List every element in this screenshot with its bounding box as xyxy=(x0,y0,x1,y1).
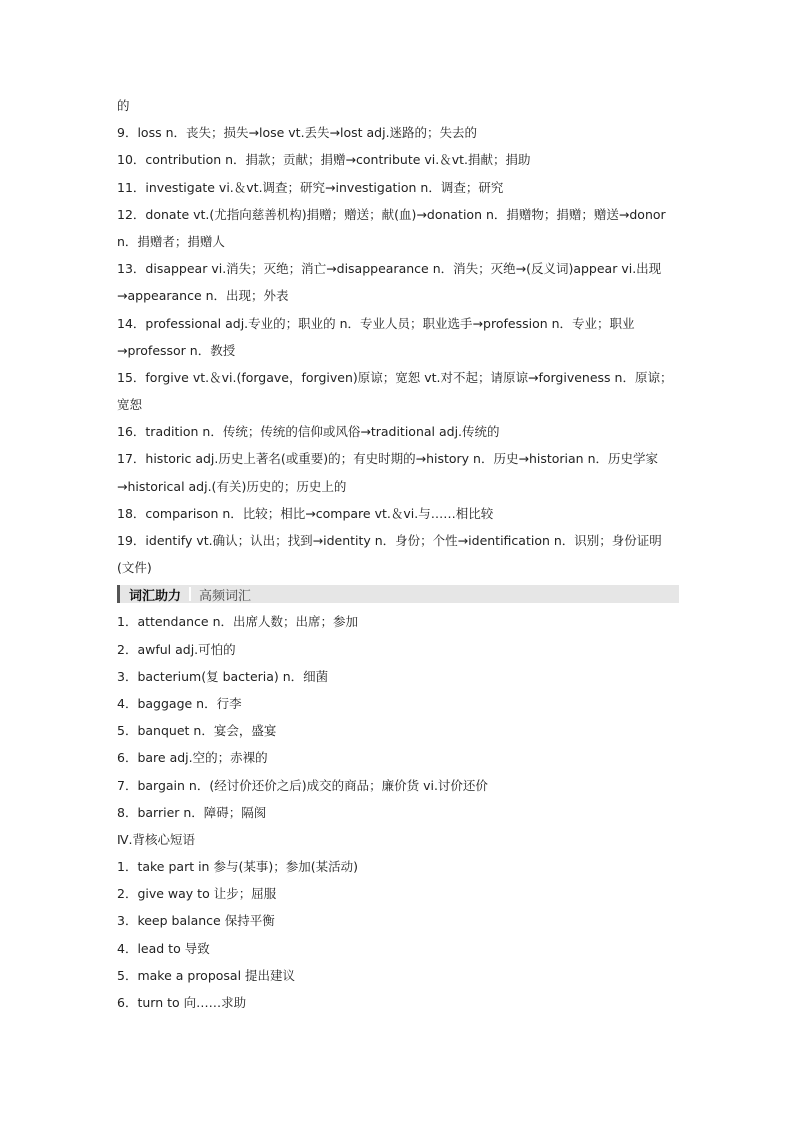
text-line: →professor n．教授 xyxy=(117,342,236,358)
high-frequency-list xyxy=(117,608,679,1016)
text-line: 5．banquet n．宴会，盛宴 xyxy=(117,723,277,739)
text-line: (文件) xyxy=(117,560,152,576)
text-line: 1．attendance n．出席人数；出席；参加 xyxy=(117,614,359,630)
section-banner xyxy=(117,585,679,603)
text-line: 8．barrier n．障碍；隔阂 xyxy=(117,804,267,820)
text-line: 的 xyxy=(117,98,130,113)
banner-divider xyxy=(189,587,191,601)
section-heading: Ⅳ.背核心短语 xyxy=(117,831,196,847)
banner-accent-bar xyxy=(117,585,120,603)
text-line: 5．make a proposal 提出建议 xyxy=(117,967,296,983)
text-line: 6．turn to 向……求助 xyxy=(117,995,247,1010)
text-line: 17．historic adj.历史上著名(或重要)的；有史时期的→history n．历史→historian n．历史学家 xyxy=(117,451,658,467)
text-line: n．捐赠者；捐赠人 xyxy=(117,233,225,249)
text-line: 13．disappear vi.消失；灭绝；消亡→disappearance n．消失；灭绝→(反义词)appear vi.出现 xyxy=(117,261,662,277)
text-line: 2．awful adj.可怕的 xyxy=(117,641,236,657)
page-content xyxy=(117,92,679,1016)
text-line: 1．take part in 参与(某事)；参加(某活动) xyxy=(117,859,358,875)
text-line: →historical adj.(有关)历史的；历史上的 xyxy=(117,478,347,494)
banner-subtitle: 高频词汇 xyxy=(199,588,252,604)
text-line: 2．give way to 让步；屈服 xyxy=(117,886,277,902)
text-line: 10．contribution n．捐款；贡献；捐赠→contribute vi.＆vt.捐献；捐助 xyxy=(117,152,531,168)
text-line: 4．baggage n．行李 xyxy=(117,695,242,711)
text-line: 18．comparison n．比较；相比→compare vt.＆vi.与……相比较 xyxy=(117,505,494,521)
banner-title: 词汇助力 xyxy=(129,588,182,604)
text-line: 宽恕 xyxy=(117,397,143,413)
text-line: 15．forgive vt.＆vi.(forgave，forgiven)原谅；宽恕 vt.对不起；请原谅→forgiveness n．原谅； xyxy=(117,369,673,385)
text-line: 12．donate vt.(尤指向慈善机构)捐赠；赠送；献(血)→donation n．捐赠物；捐赠；赠送→donor xyxy=(117,206,666,222)
text-line: 3．keep balance 保持平衡 xyxy=(117,913,275,929)
text-line: 4．lead to 导致 xyxy=(117,940,210,956)
text-line: 3．bacterium(复 bacteria) n．细菌 xyxy=(117,668,329,684)
text-line: 6．bare adj.空的；赤裸的 xyxy=(117,750,268,766)
vocabulary-list-continued xyxy=(117,92,679,581)
text-line: →appearance n．出现；外表 xyxy=(117,288,289,304)
text-line: 14．professional adj.专业的；职业的 n．专业人员；职业选手→profession n．专业；职业 xyxy=(117,315,635,331)
text-line: 9．loss n．丧失；损失→lose vt.丢失→lost adj.迷路的；失去的 xyxy=(117,125,478,141)
text-line: 11．investigate vi.＆vt.调查；研究→investigation n．调查；研究 xyxy=(117,179,504,195)
text-line: 19．identify vt.确认；认出；找到→identity n．身份；个性→identification n．识别；身份证明 xyxy=(117,533,662,548)
text-line: 7．bargain n．(经讨价还价之后)成交的商品；廉价货 vi.讨价还价 xyxy=(117,777,488,793)
text-line: 16．tradition n．传统；传统的信仰或风俗→traditional adj.传统的 xyxy=(117,424,500,440)
